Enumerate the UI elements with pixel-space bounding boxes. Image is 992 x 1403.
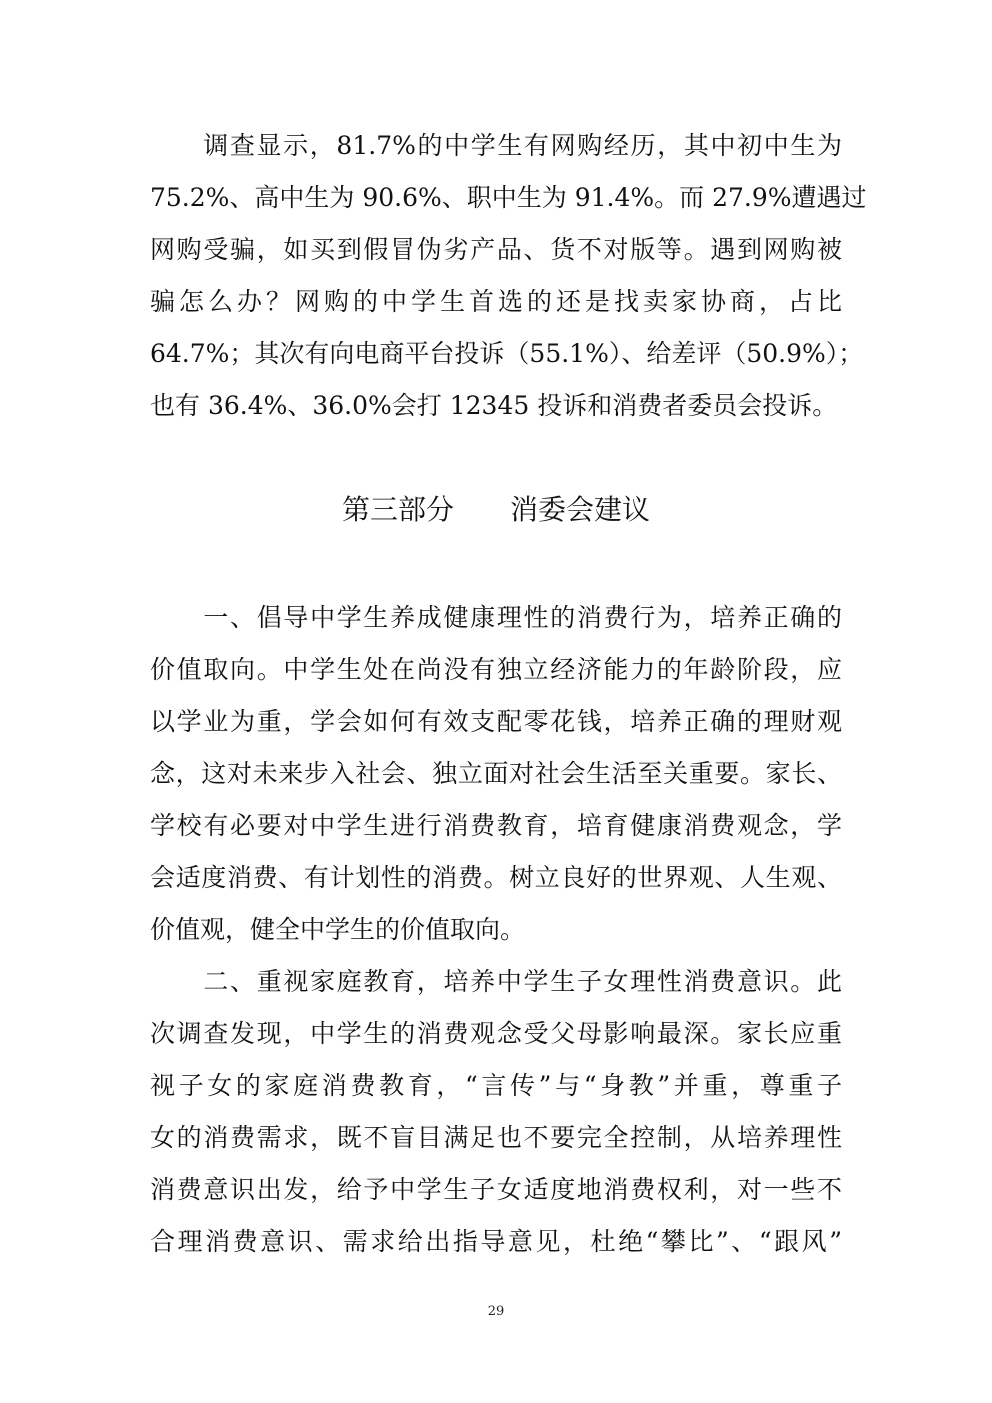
page-number: 29 [487,1304,505,1319]
paragraph-line: 以学业为重，学会如何有效支配零花钱，培养正确的理财观 [150,707,842,736]
paragraph-line: 骗怎么办？网购的中学生首选的还是找卖家协商，占比 [150,287,842,316]
paragraph-line: 念，这对未来步入社会、独立面对社会生活至关重要。家长、 [150,759,842,788]
paragraph-line: 女的消费需求，既不盲目满足也不要完全控制，从培养理性 [150,1123,842,1152]
paragraph-line: 一、倡导中学生养成健康理性的消费行为，培养正确的 [150,603,842,632]
paragraph-line: 次调查发现，中学生的消费观念受父母影响最深。家长应重 [150,1019,842,1048]
paragraph-line: 学校有必要对中学生进行消费教育，培育健康消费观念，学 [150,811,842,840]
paragraph-line: 也有 36.4%、36.0%会打 12345 投诉和消费者委员会投诉。 [150,391,838,420]
paragraph-line: 调查显示，81.7%的中学生有网购经历，其中初中生为 [150,131,842,160]
paragraph-line: 价值取向。中学生处在尚没有独立经济能力的年龄阶段，应 [150,655,842,684]
paragraph-line: 价值观，健全中学生的价值取向。 [150,915,526,944]
paragraph-line: 二、重视家庭教育，培养中学生子女理性消费意识。此 [150,967,842,996]
paragraph-line: 64.7%；其次有向电商平台投诉（55.1%）、给差评（50.9%）； [150,339,864,368]
section-heading: 第三部分 消委会建议 [341,493,650,526]
paragraph-line: 视子女的家庭消费教育，“言传”与“身教”并重，尊重子 [150,1071,842,1100]
paragraph-line: 合理消费意识、需求给出指导意见，杜绝“攀比”、“跟风” [150,1227,842,1256]
paragraph-line: 75.2%、高中生为 90.6%、职中生为 91.4%。而 27.9%遭遇过 [150,183,867,212]
paragraph-line: 会适度消费、有计划性的消费。树立良好的世界观、人生观、 [150,863,842,892]
paragraph-line: 消费意识出发，给予中学生子女适度地消费权利，对一些不 [150,1175,842,1204]
paragraph-line: 网购受骗，如买到假冒伪劣产品、货不对版等。遇到网购被 [150,235,842,264]
